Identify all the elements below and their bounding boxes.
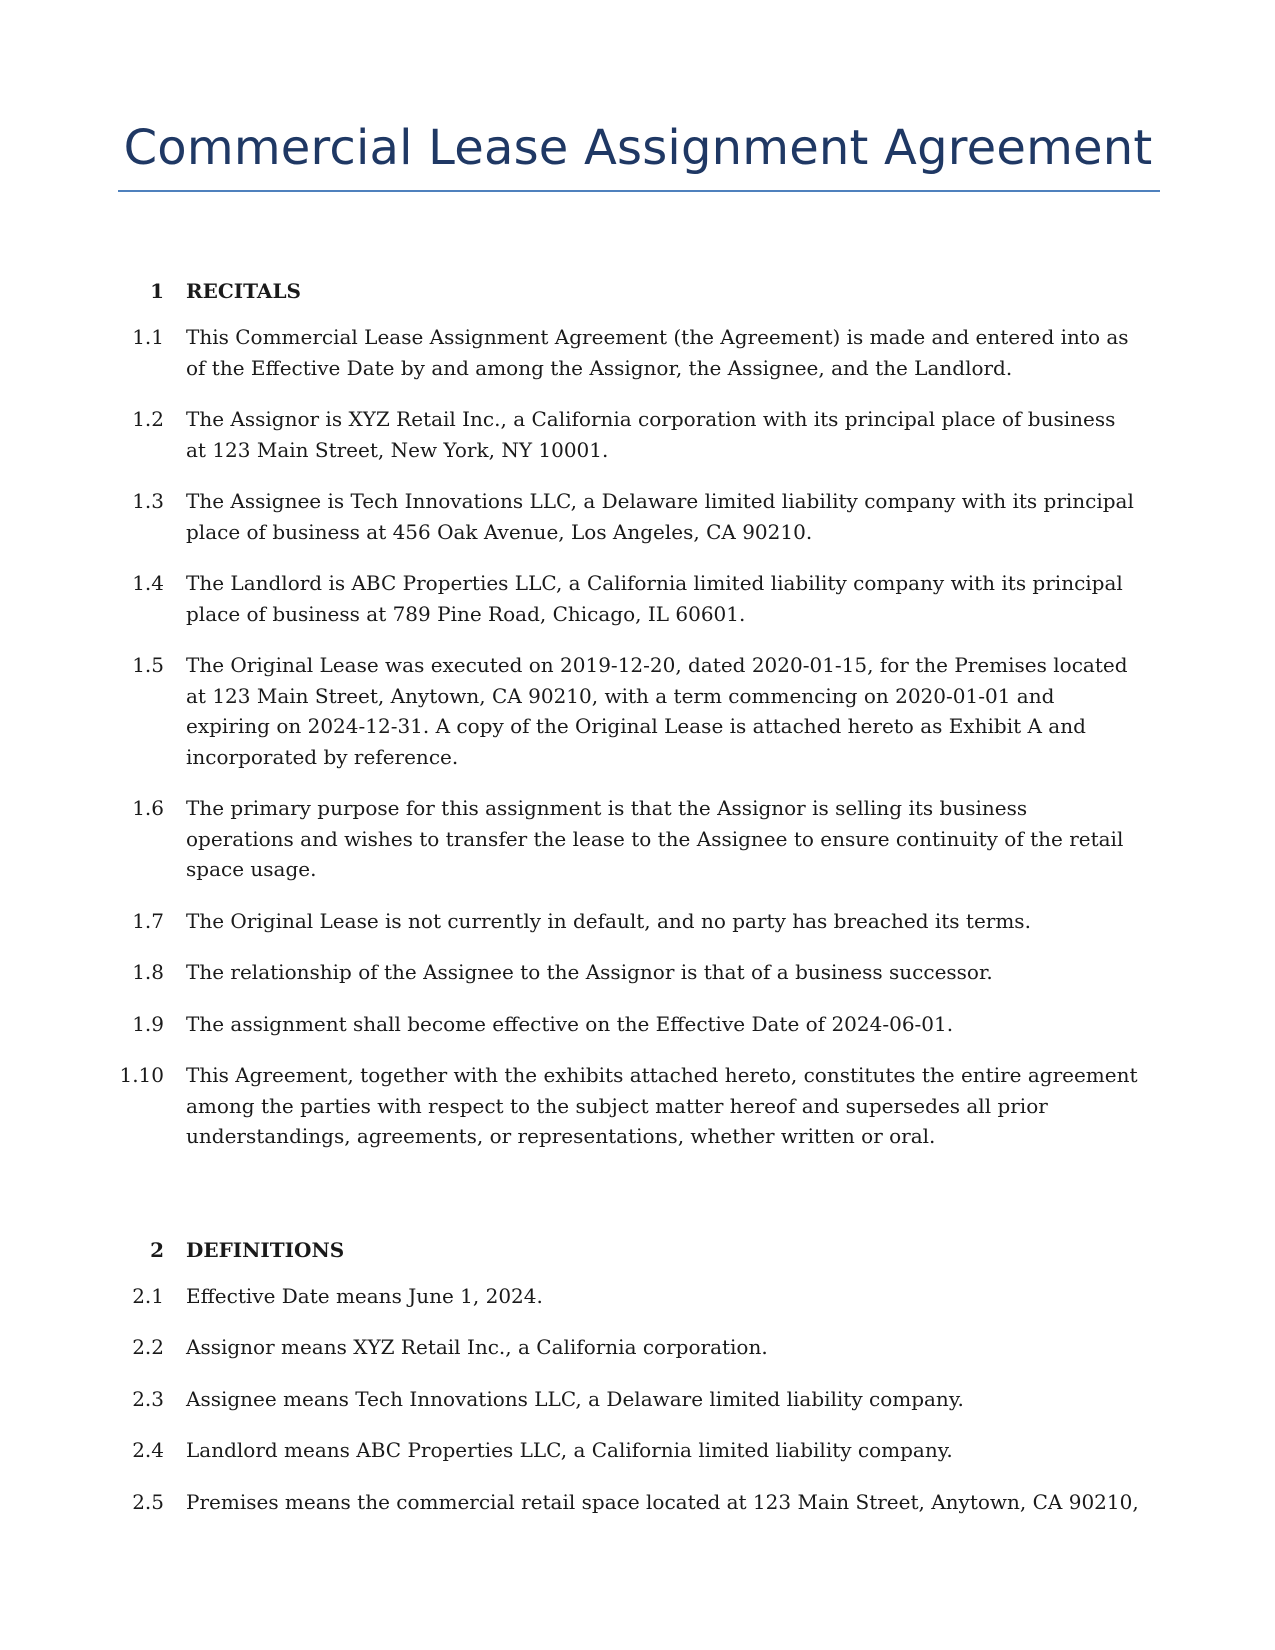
section-number: 2 (150, 1237, 164, 1262)
clause-text: The Assignor is XYZ Retail Inc., a California corporation with its principal place of business at 123 Main Street, New York, NY 10001. (186, 407, 1116, 462)
clause-text: The Original Lease is not currently in default, and no party has breached its terms. (186, 908, 1031, 933)
clause-2-4 (118, 1435, 1160, 1466)
clause-number: 1.3 (132, 489, 164, 513)
clause-2-3 (118, 1384, 1160, 1415)
clause-1-5 (118, 650, 1160, 772)
clause-number: 1.7 (132, 908, 164, 933)
clause-text: The Landlord is ABC Properties LLC, a California limited liability company with its principal place of business at 789 Pine Road, Chicago, IL 60601. (186, 571, 1123, 626)
clause-number: 1.6 (132, 796, 164, 820)
clause-1-9 (118, 1009, 1160, 1040)
title-underline (118, 190, 1160, 192)
section-number: 1 (150, 279, 164, 303)
clause-1-8 (118, 957, 1160, 988)
clause-text: This Commercial Lease Assignment Agreement (the Agreement) is made and entered into as of the Effective Date by and among the Assignor, the Assignee, and the Landlord. (186, 325, 1129, 380)
section-spacer (118, 1173, 1160, 1221)
clause-number: 2.4 (132, 1438, 164, 1462)
clause-number: 1.2 (132, 407, 164, 431)
clause-number: 2.2 (132, 1335, 164, 1359)
clause-1-6 (118, 793, 1160, 885)
clause-number: 1.10 (119, 1063, 164, 1087)
clause-number: 2.5 (132, 1489, 164, 1514)
clause-2-5 (118, 1487, 1160, 1518)
clause-number: 1.5 (132, 653, 164, 677)
clause-text: This Agreement, together with the exhibits attached hereto, constitutes the entire agreement among the parties with respect to the subject matter hereof and supersedes all prior understandings, agreements, or representations, whether written or oral. (186, 1063, 1138, 1148)
clause-text: Assignee means Tech Innovations LLC, a Delaware limited liability company. (186, 1386, 964, 1411)
clause-1-7 (118, 906, 1160, 937)
clause-number: 2.3 (132, 1386, 164, 1411)
clause-text: The relationship of the Assignee to the Assignor is that of a business successor. (186, 960, 993, 984)
section-heading-definitions (118, 1235, 1160, 1265)
clause-text: The Original Lease was executed on 2019-12-20, dated 2020-01-15, for the Premises located at 123 Main Street, Anytown, CA 90210, with a term commencing on 2020-01-01 and expiring on 2024-12-31. A copy of the Original Lease is attached hereto as Exhibit A and incorporated by reference. (186, 653, 1128, 769)
clause-number: 2.1 (132, 1283, 164, 1308)
clause-2-1 (118, 1281, 1160, 1312)
clause-text: The assignment shall become effective on the Effective Date of 2024-06-01. (186, 1011, 954, 1036)
clause-text: Effective Date means June 1, 2024. (186, 1283, 543, 1308)
clause-text: Assignor means XYZ Retail Inc., a California corporation. (186, 1335, 768, 1359)
clause-1-3 (118, 486, 1160, 547)
clause-number: 1.8 (132, 960, 164, 984)
clause-1-2 (118, 404, 1160, 465)
document-body (118, 262, 1160, 1538)
clause-1-1 (118, 322, 1160, 383)
clause-text: The primary purpose for this assignment is that the Assignor is selling its business operations and wishes to transfer the lease to the Assignee to ensure continuity of the retail space usage. (186, 796, 1124, 881)
clause-number: 1.1 (132, 325, 164, 349)
document-title: Commercial Lease Assignment Agreement (123, 120, 1153, 176)
clause-text: The Assignee is Tech Innovations LLC, a Delaware limited liability company with its principal place of business at 456 Oak Avenue, Los Angeles, CA 90210. (186, 489, 1134, 544)
clause-1-10 (118, 1060, 1160, 1152)
clause-number: 1.4 (132, 571, 164, 595)
clause-1-4 (118, 568, 1160, 629)
clause-number: 1.9 (132, 1011, 164, 1036)
section-heading-recitals (118, 276, 1160, 306)
section-title: DEFINITIONS (186, 1237, 345, 1262)
clause-text: Landlord means ABC Properties LLC, a California limited liability company. (186, 1438, 953, 1462)
clause-text: Premises means the commercial retail space located at 123 Main Street, Anytown, CA 90210, (186, 1489, 1139, 1514)
section-title: RECITALS (186, 279, 301, 303)
clause-2-2 (118, 1332, 1160, 1363)
